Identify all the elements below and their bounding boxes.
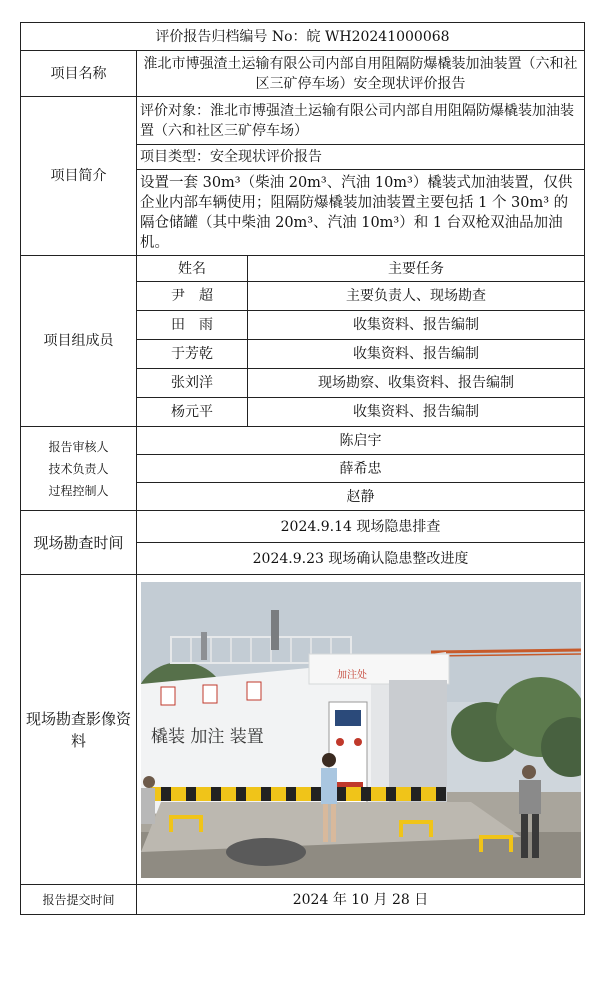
roles-label-cell xyxy=(21,427,137,511)
member-task: 现场勘察、收集资料、报告编制 xyxy=(248,369,585,398)
project-description: 设置一套 30m³（柴油 20m³、汽油 10m³）橇装式加油装置，仅供企业内部车辆使用；阻隔防爆橇装加油装置主要包括 1 个 30m³ 的隔仓储罐（其中柴油 20m³、汽油 10m³）和 1 台双枪双油品加油机。 xyxy=(137,170,585,256)
report-table xyxy=(20,22,585,915)
project-name-label: 项目名称 xyxy=(21,51,137,97)
member-name: 于芳乾 xyxy=(137,340,248,369)
project-type: 项目类型：安全现状评价报告 xyxy=(137,145,585,170)
site-photo-image xyxy=(141,582,581,878)
reviewer-label: 报告审核人 xyxy=(48,439,109,454)
member-task: 收集资料、报告编制 xyxy=(248,311,585,340)
survey-time-label: 现场勘查时间 xyxy=(21,511,137,575)
process-controller-label: 过程控制人 xyxy=(48,483,109,498)
project-name-value: 淮北市博强渣土运输有限公司内部自用阻隔防爆橇装加油装置（六和社区三矿停车场）安全现状评价报告 xyxy=(137,51,585,97)
member-name: 张刘洋 xyxy=(137,369,248,398)
member-name: 尹 超 xyxy=(137,282,248,311)
submit-time-label: 报告提交时间 xyxy=(21,885,137,915)
member-task: 收集资料、报告编制 xyxy=(248,398,585,427)
site-photo-label: 现场勘查影像资料 xyxy=(21,575,137,885)
wall-slogan-text: 橇装 加注 装置 xyxy=(151,726,264,747)
technical-lead-value: 薛希忠 xyxy=(137,455,585,483)
members-label: 项目组成员 xyxy=(21,256,137,427)
members-header-name: 姓名 xyxy=(137,256,248,282)
report-archive-sheet xyxy=(20,22,584,915)
site-photo-cell xyxy=(137,575,585,885)
project-intro-label: 项目简介 xyxy=(21,97,137,256)
reviewer-value: 陈启宇 xyxy=(137,427,585,455)
canopy-sign-text: 加注处 xyxy=(337,669,367,681)
member-task: 收集资料、报告编制 xyxy=(248,340,585,369)
survey-entry: 2024.9.23 现场确认隐患整改进度 xyxy=(137,543,585,575)
member-name: 杨元平 xyxy=(137,398,248,427)
member-name: 田 雨 xyxy=(137,311,248,340)
archive-number: 评价报告归档编号 No：皖 WH20241000068 xyxy=(21,23,585,51)
technical-lead-label: 技术负责人 xyxy=(48,461,109,476)
submit-time-value: 2024 年 10 月 28 日 xyxy=(137,885,585,915)
member-task: 主要负责人、现场勘查 xyxy=(248,282,585,311)
members-header-task: 主要任务 xyxy=(248,256,585,282)
process-controller-value: 赵静 xyxy=(137,483,585,511)
evaluation-object: 评价对象：淮北市博强渣土运输有限公司内部自用阻隔防爆橇装加油装置（六和社区三矿停车场） xyxy=(137,97,585,145)
survey-entry: 2024.9.14 现场隐患排查 xyxy=(137,511,585,543)
